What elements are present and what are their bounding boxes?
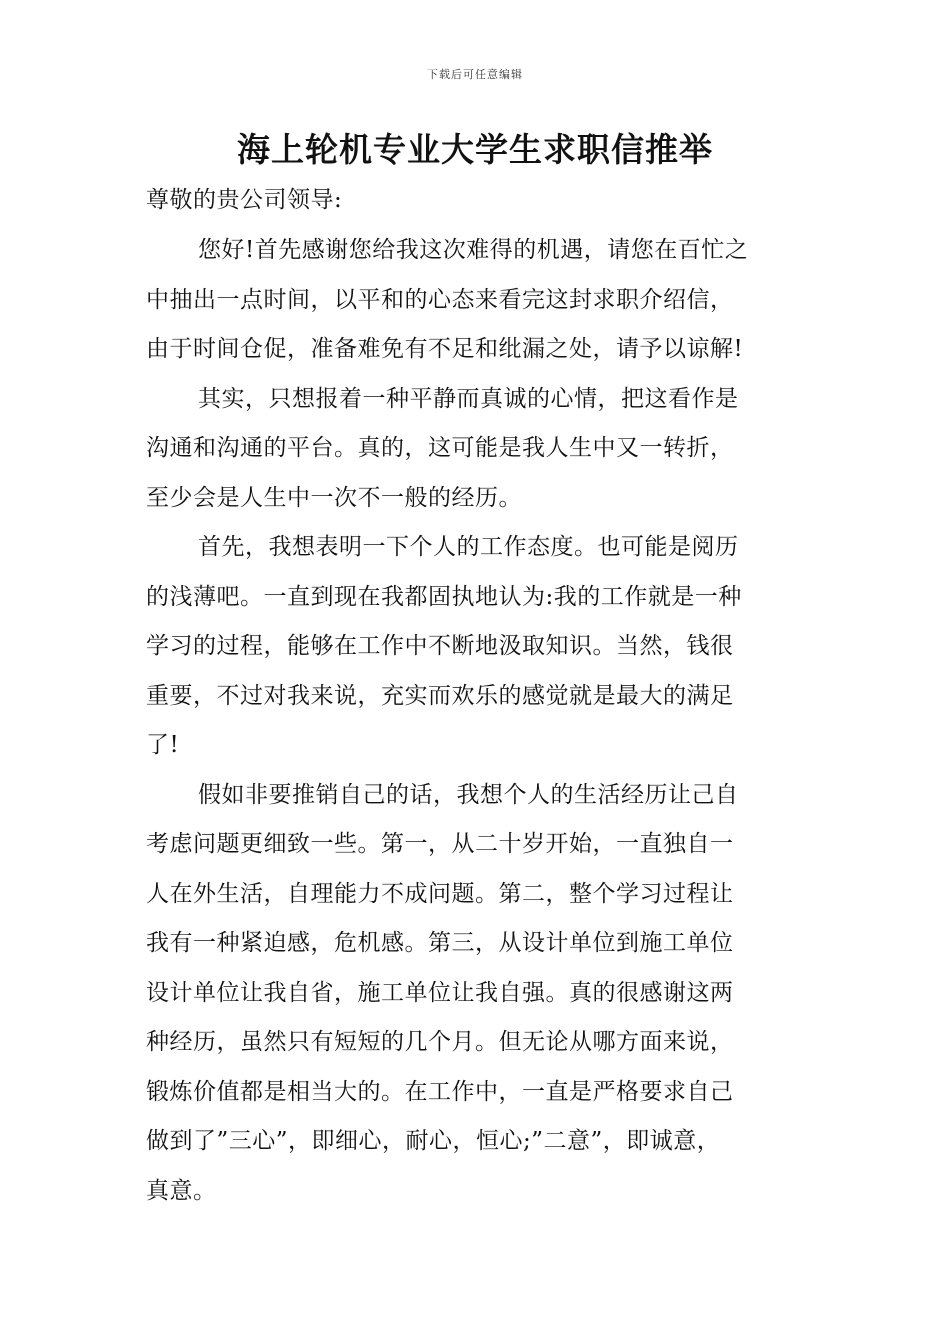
text-line: 首先，我想表明一下个人的工作态度。也可能是阅历: [198, 534, 739, 560]
letter-paragraphs: [146, 226, 826, 1216]
text-line: 做到了”三心”，即细心，耐心，恒心;”二意”，即诚意，: [146, 1128, 721, 1154]
text-line: 重要，不过对我来说，充实而欢乐的感觉就是最大的满足: [146, 682, 734, 709]
text-line: 学习的过程，能够在工作中不断地汲取知识。当然，钱很: [146, 633, 734, 659]
text-line: 中抽出一点时间，以平和的心态来看完这封求职介绍信，: [146, 286, 734, 313]
text-line: 沟通和沟通的平台。真的，这可能是我人生中又一转折，: [146, 435, 734, 461]
text-line: 其实，只想报着一种平静而真诚的心情，把这看作是: [198, 385, 739, 412]
salutation: 尊敬的贵公司领导:: [146, 187, 343, 213]
text-line: 假如非要推销自己的话，我想个人的生活经历让己自: [198, 781, 739, 808]
text-line: 人在外生活，自理能力不成问题。第二，整个学习过程让: [146, 880, 734, 907]
text-line: 锻炼价值都是相当大的。在工作中，一直是严格要求自己: [146, 1078, 734, 1105]
text-line: 的浅薄吧。一直到现在我都固执地认为:我的工作就是一种: [146, 583, 742, 610]
text-line: 真意。: [146, 1177, 217, 1204]
header-note: 下载后可任意编辑: [427, 68, 523, 81]
text-line: 我有一种紧迫感，危机感。第三，从设计单位到施工单位: [146, 930, 734, 956]
document-title: 海上轮机专业大学生求职信推举: [237, 130, 713, 169]
text-line: 了!: [146, 732, 180, 758]
text-line: 考虑问题更细致一些。第一，从二十岁开始，一直独自一: [146, 831, 734, 857]
text-line: 您好!首先感谢您给我这次难得的机遇，请您在百忙之: [198, 237, 749, 263]
text-line: 设计单位让我自省，施工单位让我自强。真的很感谢这两: [146, 979, 734, 1006]
text-line: 种经历，虽然只有短短的几个月。但无论从哪方面来说，: [146, 1029, 734, 1055]
document-body: [146, 174, 826, 1216]
text-line: 由于时间仓促，准备难免有不足和纰漏之处，请予以谅解!: [146, 336, 744, 362]
text-line: 至少会是人生中一次不一般的经历。: [146, 484, 522, 511]
